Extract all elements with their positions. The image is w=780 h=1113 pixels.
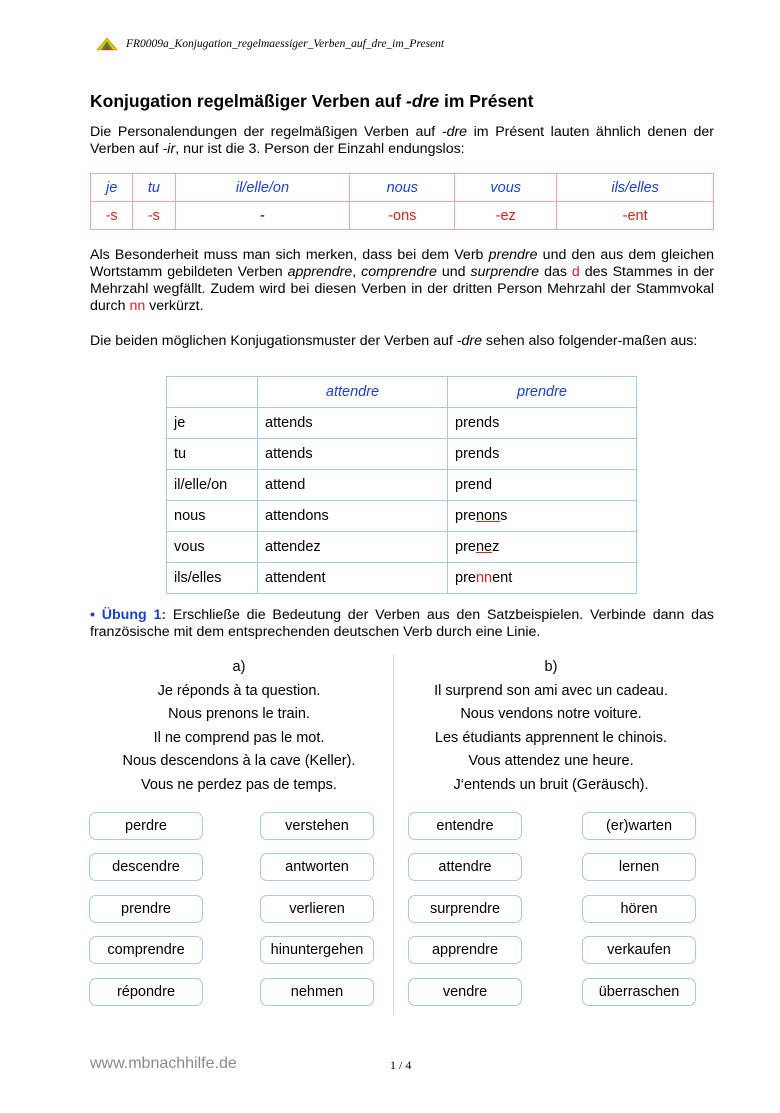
verb-box-german[interactable]: antworten [260, 853, 374, 881]
verb-box-french[interactable]: vendre [408, 978, 522, 1006]
ending-cell: -s [133, 202, 175, 230]
ending-cell: -s [91, 202, 133, 230]
example-sentence: Vous attendez une heure. [468, 753, 634, 769]
example-sentence: Nous prenons le train. [168, 706, 310, 722]
verb-box-french[interactable]: perdre [89, 812, 203, 840]
verb-box-german[interactable]: nehmen [260, 978, 374, 1006]
ending-cell: - [175, 202, 350, 230]
table-row: tu attends prends [167, 439, 637, 470]
conjugation-table [166, 376, 637, 594]
pronoun-cell: tu [133, 174, 175, 202]
verb-box-french[interactable]: attendre [408, 853, 522, 881]
table-row: vous attendez prenez [167, 532, 637, 563]
header-cell [167, 377, 258, 408]
verb-box-german[interactable]: verkaufen [582, 936, 696, 964]
example-sentence: Il ne comprend pas le mot. [153, 729, 325, 746]
special-paragraph: Als Besonderheit muss man sich merken, dass bei dem Verb prendre und den aus dem gleichen Wortstamm gebildeten Verben apprendre, comprendre und surprendre das d des Stammes in der Mehrzahl wegfällt. Zudem wird bei diesen Verben in der dritten Person Mehrzahl der Stammvokal durch nn verkürzt. [90, 247, 714, 314]
exercise-instructions: • Übung 1: Erschließe die Bedeutung der Verben aus den Satzbeispielen. Verbinde dann das französische mit dem entsprechenden deutschen Verb durch eine Linie. [90, 607, 714, 640]
verb-box-german[interactable]: hören [582, 895, 696, 923]
verb-box-french[interactable]: répondre [89, 978, 203, 1006]
table-row: il/elle/on attend prend [167, 470, 637, 501]
pronoun-cell: nous [350, 174, 455, 202]
example-sentence: Je réponds à ta question. [157, 682, 321, 699]
pronoun-cell: vous [455, 174, 557, 202]
verb-box-french[interactable]: entendre [408, 812, 522, 840]
ending-cell: -ons [350, 202, 455, 230]
header-cell: prendre [448, 377, 637, 408]
patterns-paragraph: Die beiden möglichen Konjugationsmuster der Verben auf -dre sehen also folgender-maßen aus: [90, 333, 698, 349]
example-sentence: J‘entends un bruit (Geräusch). [453, 776, 649, 793]
page-title: Konjugation regelmäßiger Verben auf -dre im Présent [90, 91, 534, 111]
pronoun-cell: je [91, 174, 133, 202]
footer-url[interactable]: www.mbnachhilfe.de [90, 1055, 237, 1072]
example-sentence: Nous descendons à la cave (Keller). [122, 753, 356, 769]
header-cell: attendre [258, 377, 448, 408]
intro-paragraph: Die Personalendungen der regelmäßigen Verben auf -dre im Présent lauten ähnlich denen der Verben auf -ir, nur ist die 3. Person der Einzahl endungslos: [90, 124, 715, 157]
table-row: ils/elles attendent prennent [167, 563, 637, 594]
pronoun-cell: il/elle/on [175, 174, 350, 202]
sentences-column-b: b) Il surprend son ami avec un cadeau. Nous vendons notre voiture. Les étudiants apprennent le chinois. Vous attendez une heure. J‘entends un bruit (Geräusch). [398, 656, 704, 797]
ending-cell: -ez [455, 202, 557, 230]
sentences-column-a: a) Je réponds à ta question. Nous prenons le train. Il ne comprend pas le mot. Nous descendons à la cave (Keller). Vous ne perdez pas de temps. [90, 656, 388, 797]
table-row: nous attendons prenons [167, 501, 637, 532]
exercise-title: • Übung 1: [90, 607, 167, 623]
verb-box-german[interactable]: lernen [582, 853, 696, 881]
ending-cell: -ent [557, 202, 714, 230]
example-sentence: Il surprend son ami avec un cadeau. [434, 682, 668, 699]
header-filename: FR0009a_Konjugation_regelmaessiger_Verben_auf_dre_im_Present [126, 38, 445, 50]
page-header [96, 37, 444, 51]
verb-box-french[interactable]: surprendre [408, 895, 522, 923]
column-divider [393, 655, 394, 1015]
verb-box-french[interactable]: prendre [89, 895, 203, 923]
endings-table [90, 173, 714, 230]
page-number: 1 / 4 [390, 1058, 412, 1072]
verb-box-german[interactable]: verstehen [260, 812, 374, 840]
verb-box-french[interactable]: apprendre [408, 936, 522, 964]
table-row: je attends prends [167, 408, 637, 439]
verb-box-french[interactable]: comprendre [89, 936, 203, 964]
verb-box-french[interactable]: descendre [89, 853, 203, 881]
verb-box-german[interactable]: verlieren [260, 895, 374, 923]
verb-box-german[interactable]: hinuntergehen [260, 936, 374, 964]
verb-box-german[interactable]: (er)warten [582, 812, 696, 840]
example-sentence: Nous vendons notre voiture. [460, 706, 642, 722]
verb-box-german[interactable]: überraschen [582, 978, 696, 1006]
example-sentence: Les étudiants apprennent le chinois. [434, 729, 668, 746]
logo-icon [96, 37, 118, 51]
example-sentence: Vous ne perdez pas de temps. [141, 776, 337, 793]
pronoun-cell: ils/elles [557, 174, 714, 202]
